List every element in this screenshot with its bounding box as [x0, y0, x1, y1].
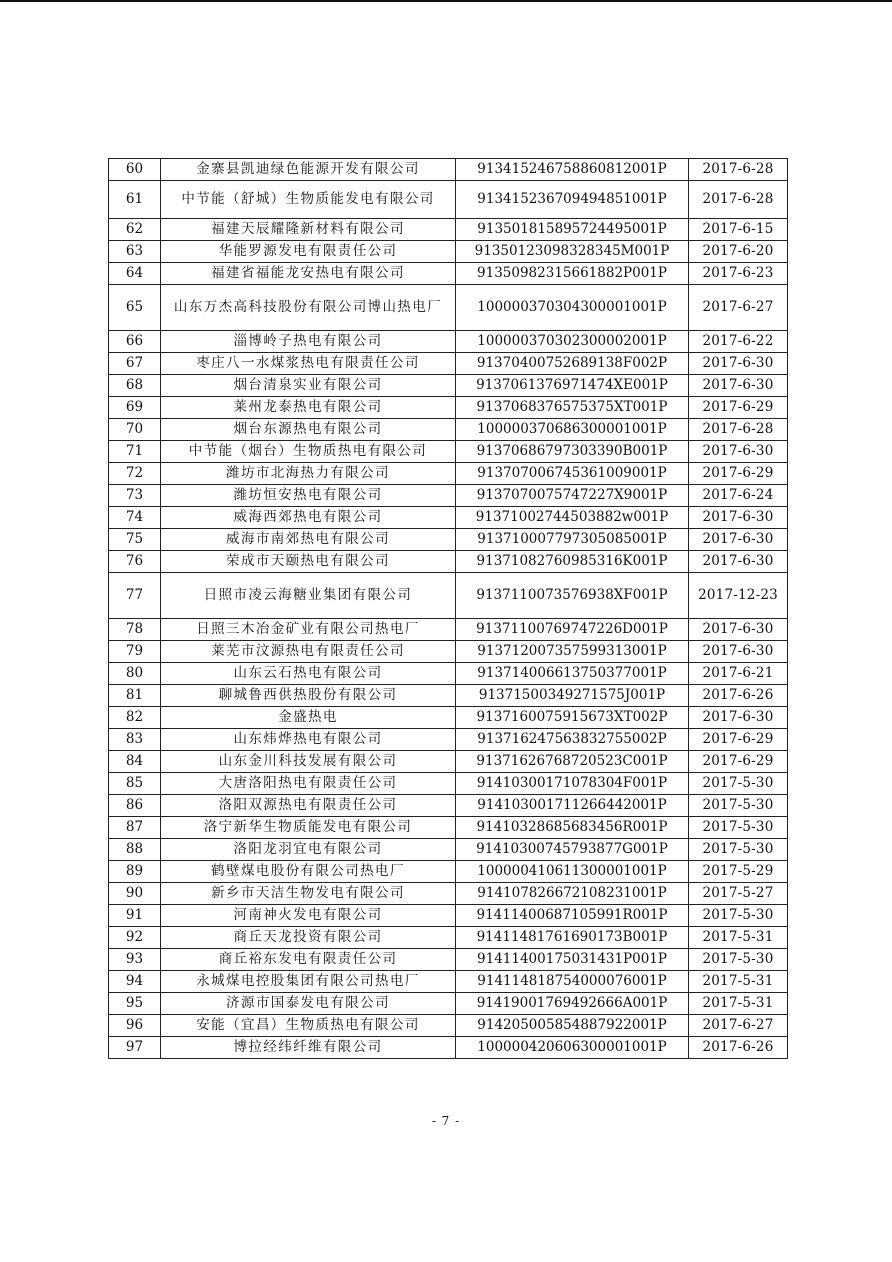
table-row — [109, 619, 788, 641]
row-number-cell: 70 — [109, 419, 161, 441]
row-number-cell: 65 — [109, 285, 161, 331]
permit-table-body — [109, 159, 788, 1059]
issue-date-cell: 2017-5-30 — [689, 817, 788, 839]
row-number-cell: 74 — [109, 507, 161, 529]
row-number-cell: 85 — [109, 773, 161, 795]
permit-code-cell: 91371082760985316K001P — [456, 551, 689, 573]
permit-code-cell: 914103001711266442001P — [456, 795, 689, 817]
issue-date-cell: 2017-6-29 — [689, 397, 788, 419]
table-row — [109, 331, 788, 353]
issue-date-cell: 2017-5-31 — [689, 993, 788, 1015]
permit-code-cell: 914114818754000076001P — [456, 971, 689, 993]
row-number-cell: 82 — [109, 707, 161, 729]
permit-code-cell: 100000370302300002001P — [456, 331, 689, 353]
table-row — [109, 839, 788, 861]
issue-date-cell: 2017-6-30 — [689, 707, 788, 729]
company-name-cell: 山东金川科技发展有限公司 — [161, 751, 456, 773]
permit-code-cell: 9137160075915673XT002P — [456, 707, 689, 729]
company-name-cell: 山东云石热电有限公司 — [161, 663, 456, 685]
row-number-cell: 89 — [109, 861, 161, 883]
permit-code-cell: 91371002744503882w001P — [456, 507, 689, 529]
issue-date-cell: 2017-5-30 — [689, 905, 788, 927]
issue-date-cell: 2017-5-31 — [689, 927, 788, 949]
company-name-cell: 永城煤电控股集团有限公司热电厂 — [161, 971, 456, 993]
row-number-cell: 62 — [109, 219, 161, 241]
table-row — [109, 375, 788, 397]
table-row — [109, 1015, 788, 1037]
company-name-cell: 商丘裕东发电有限责任公司 — [161, 949, 456, 971]
company-name-cell: 福建省福能龙安热电有限公司 — [161, 263, 456, 285]
permit-code-cell: 913712007357599313001P — [456, 641, 689, 663]
table-row — [109, 353, 788, 375]
permit-code-cell: 91370686797303390B001P — [456, 441, 689, 463]
permit-code-cell: 913714006613750377001P — [456, 663, 689, 685]
issue-date-cell: 2017-5-30 — [689, 839, 788, 861]
table-row — [109, 285, 788, 331]
issue-date-cell: 2017-6-27 — [689, 285, 788, 331]
issue-date-cell: 2017-6-30 — [689, 551, 788, 573]
permit-code-cell: 913707006745361009001P — [456, 463, 689, 485]
issue-date-cell: 2017-6-28 — [689, 419, 788, 441]
company-name-cell: 莱芜市汶源热电有限责任公司 — [161, 641, 456, 663]
permit-code-cell: 914205005854887922001P — [456, 1015, 689, 1037]
table-row — [109, 573, 788, 619]
permit-code-cell: 100000370686300001001P — [456, 419, 689, 441]
table-row — [109, 441, 788, 463]
row-number-cell: 67 — [109, 353, 161, 375]
issue-date-cell: 2017-6-22 — [689, 331, 788, 353]
permit-code-cell: 913415246758860812001P — [456, 159, 689, 181]
row-number-cell: 88 — [109, 839, 161, 861]
table-row — [109, 817, 788, 839]
permit-code-cell: 913710007797305085001P — [456, 529, 689, 551]
row-number-cell: 90 — [109, 883, 161, 905]
permit-code-cell: 913501815895724495001P — [456, 219, 689, 241]
permit-code-cell: 91350982315661882P001P — [456, 263, 689, 285]
company-name-cell: 洛宁新华生物质能发电有限公司 — [161, 817, 456, 839]
permit-table — [108, 158, 788, 1059]
permit-code-cell: 913716247563832755002P — [456, 729, 689, 751]
table-row — [109, 707, 788, 729]
row-number-cell: 80 — [109, 663, 161, 685]
company-name-cell: 日照三木冶金矿业有限公司热电厂 — [161, 619, 456, 641]
company-name-cell: 博拉经纬纤维有限公司 — [161, 1037, 456, 1059]
table-row — [109, 181, 788, 219]
permit-code-cell: 9137061376971474XE001P — [456, 375, 689, 397]
table-row — [109, 905, 788, 927]
row-number-cell: 68 — [109, 375, 161, 397]
issue-date-cell: 2017-6-24 — [689, 485, 788, 507]
company-name-cell: 荣成市天颐热电有限公司 — [161, 551, 456, 573]
company-name-cell: 安能（宜昌）生物质热电有限公司 — [161, 1015, 456, 1037]
table-row — [109, 861, 788, 883]
permit-code-cell: 91410300745793877G001P — [456, 839, 689, 861]
company-name-cell: 福建天辰耀隆新材料有限公司 — [161, 219, 456, 241]
row-number-cell: 94 — [109, 971, 161, 993]
row-number-cell: 69 — [109, 397, 161, 419]
table-row — [109, 397, 788, 419]
company-name-cell: 金寨县凯迪绿色能源开发有限公司 — [161, 159, 456, 181]
permit-code-cell: 91371626768720523C001P — [456, 751, 689, 773]
permit-code-cell: 91411481761690173B001P — [456, 927, 689, 949]
company-name-cell: 洛阳双源热电有限责任公司 — [161, 795, 456, 817]
table-row — [109, 485, 788, 507]
issue-date-cell: 2017-5-29 — [689, 861, 788, 883]
issue-date-cell: 2017-6-21 — [689, 663, 788, 685]
permit-code-cell: 91410300171078304F001P — [456, 773, 689, 795]
row-number-cell: 64 — [109, 263, 161, 285]
table-row — [109, 1037, 788, 1059]
row-number-cell: 63 — [109, 241, 161, 263]
issue-date-cell: 2017-5-27 — [689, 883, 788, 905]
row-number-cell: 72 — [109, 463, 161, 485]
issue-date-cell: 2017-6-27 — [689, 1015, 788, 1037]
table-row — [109, 551, 788, 573]
company-name-cell: 大唐洛阳热电有限责任公司 — [161, 773, 456, 795]
company-name-cell: 威海市南郊热电有限公司 — [161, 529, 456, 551]
permit-code-cell: 100000410611300001001P — [456, 861, 689, 883]
issue-date-cell: 2017-6-30 — [689, 375, 788, 397]
table-row — [109, 529, 788, 551]
table-row — [109, 663, 788, 685]
row-number-cell: 78 — [109, 619, 161, 641]
permit-code-cell: 91371500349271575J001P — [456, 685, 689, 707]
row-number-cell: 79 — [109, 641, 161, 663]
row-number-cell: 81 — [109, 685, 161, 707]
row-number-cell: 66 — [109, 331, 161, 353]
row-number-cell: 84 — [109, 751, 161, 773]
table-row — [109, 159, 788, 181]
permit-code-cell: 100000370304300001001P — [456, 285, 689, 331]
issue-date-cell: 2017-6-20 — [689, 241, 788, 263]
company-name-cell: 商丘天龙投资有限公司 — [161, 927, 456, 949]
permit-code-cell: 91411400175031431P001P — [456, 949, 689, 971]
table-row — [109, 263, 788, 285]
table-row — [109, 729, 788, 751]
issue-date-cell: 2017-6-30 — [689, 529, 788, 551]
table-row — [109, 507, 788, 529]
issue-date-cell: 2017-6-28 — [689, 181, 788, 219]
company-name-cell: 洛阳龙羽宜电有限公司 — [161, 839, 456, 861]
company-name-cell: 中节能（烟台）生物质热电有限公司 — [161, 441, 456, 463]
table-row — [109, 971, 788, 993]
issue-date-cell: 2017-6-30 — [689, 441, 788, 463]
company-name-cell: 鹤壁煤电股份有限公司热电厂 — [161, 861, 456, 883]
company-name-cell: 济源市国泰发电有限公司 — [161, 993, 456, 1015]
permit-code-cell: 91411400687105991R001P — [456, 905, 689, 927]
issue-date-cell: 2017-5-31 — [689, 971, 788, 993]
table-row — [109, 419, 788, 441]
company-name-cell: 淄博岭子热电有限公司 — [161, 331, 456, 353]
permit-code-cell: 913415236709494851001P — [456, 181, 689, 219]
company-name-cell: 潍坊市北海热力有限公司 — [161, 463, 456, 485]
row-number-cell: 95 — [109, 993, 161, 1015]
permit-code-cell: 91371100769747226D001P — [456, 619, 689, 641]
row-number-cell: 77 — [109, 573, 161, 619]
permit-code-cell: 9137110073576938XF001P — [456, 573, 689, 619]
table-row — [109, 241, 788, 263]
table-row — [109, 463, 788, 485]
company-name-cell: 河南神火发电有限公司 — [161, 905, 456, 927]
table-row — [109, 685, 788, 707]
company-name-cell: 烟台清泉实业有限公司 — [161, 375, 456, 397]
permit-code-cell: 91419001769492666A001P — [456, 993, 689, 1015]
company-name-cell: 烟台东源热电有限公司 — [161, 419, 456, 441]
company-name-cell: 潍坊恒安热电有限公司 — [161, 485, 456, 507]
company-name-cell: 中节能（舒城）生物质能发电有限公司 — [161, 181, 456, 219]
permit-code-cell: 91350123098328345M001P — [456, 241, 689, 263]
table-row — [109, 949, 788, 971]
company-name-cell: 山东万杰高科技股份有限公司博山热电厂 — [161, 285, 456, 331]
table-row — [109, 751, 788, 773]
issue-date-cell: 2017-6-30 — [689, 353, 788, 375]
company-name-cell: 威海西郊热电有限公司 — [161, 507, 456, 529]
row-number-cell: 75 — [109, 529, 161, 551]
issue-date-cell: 2017-5-30 — [689, 773, 788, 795]
row-number-cell: 83 — [109, 729, 161, 751]
permit-code-cell: 91370400752689138F002P — [456, 353, 689, 375]
row-number-cell: 97 — [109, 1037, 161, 1059]
row-number-cell: 93 — [109, 949, 161, 971]
issue-date-cell: 2017-6-15 — [689, 219, 788, 241]
table-row — [109, 883, 788, 905]
table-row — [109, 773, 788, 795]
company-name-cell: 华能罗源发电有限责任公司 — [161, 241, 456, 263]
row-number-cell: 73 — [109, 485, 161, 507]
permit-code-cell: 9137070075747227X9001P — [456, 485, 689, 507]
issue-date-cell: 2017-12-23 — [689, 573, 788, 619]
row-number-cell: 91 — [109, 905, 161, 927]
issue-date-cell: 2017-6-30 — [689, 641, 788, 663]
table-row — [109, 641, 788, 663]
permit-code-cell: 100000420606300001001P — [456, 1037, 689, 1059]
page-number: - 7 - — [431, 1114, 461, 1128]
issue-date-cell: 2017-6-28 — [689, 159, 788, 181]
permit-code-cell: 914107826672108231001P — [456, 883, 689, 905]
company-name-cell: 枣庄八一水煤浆热电有限责任公司 — [161, 353, 456, 375]
issue-date-cell: 2017-6-30 — [689, 507, 788, 529]
issue-date-cell: 2017-5-30 — [689, 949, 788, 971]
row-number-cell: 86 — [109, 795, 161, 817]
issue-date-cell: 2017-6-26 — [689, 685, 788, 707]
row-number-cell: 96 — [109, 1015, 161, 1037]
issue-date-cell: 2017-6-23 — [689, 263, 788, 285]
issue-date-cell: 2017-6-30 — [689, 619, 788, 641]
table-row — [109, 993, 788, 1015]
company-name-cell: 新乡市天洁生物发电有限公司 — [161, 883, 456, 905]
company-name-cell: 金盛热电 — [161, 707, 456, 729]
row-number-cell: 60 — [109, 159, 161, 181]
permit-code-cell: 9137068376575375XT001P — [456, 397, 689, 419]
top-rule — [0, 0, 892, 2]
issue-date-cell: 2017-5-30 — [689, 795, 788, 817]
row-number-cell: 76 — [109, 551, 161, 573]
permit-code-cell: 91410328685683456R001P — [456, 817, 689, 839]
row-number-cell: 92 — [109, 927, 161, 949]
row-number-cell: 71 — [109, 441, 161, 463]
company-name-cell: 莱州龙泰热电有限公司 — [161, 397, 456, 419]
company-name-cell: 日照市凌云海糖业集团有限公司 — [161, 573, 456, 619]
issue-date-cell: 2017-6-29 — [689, 463, 788, 485]
row-number-cell: 87 — [109, 817, 161, 839]
table-row — [109, 927, 788, 949]
table-row — [109, 219, 788, 241]
issue-date-cell: 2017-6-26 — [689, 1037, 788, 1059]
issue-date-cell: 2017-6-29 — [689, 729, 788, 751]
company-name-cell: 山东炜烨热电有限公司 — [161, 729, 456, 751]
company-name-cell: 聊城鲁西供热股份有限公司 — [161, 685, 456, 707]
issue-date-cell: 2017-6-29 — [689, 751, 788, 773]
row-number-cell: 61 — [109, 181, 161, 219]
table-row — [109, 795, 788, 817]
